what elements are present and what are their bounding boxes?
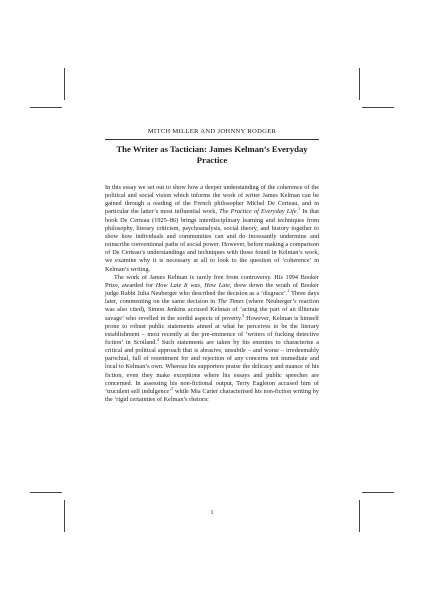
crop-mark-bottom-right-h [362,492,394,493]
text-run: In this essay we set out to show how a deeper understanding of the coherence of the political and social vision which informs the work of writer James Kelman can be gained through a reading of the French philosopher Michel De Certeau, and in particular the latter’s most influential work, [105,184,319,216]
text-run: while Mia Carter characterised his non-fiction writing by the ‘rigid certainties of Kelman’s rhetoric [105,387,319,404]
text-run: (where Neuberger’s reaction was also cited), Simon Jenkins accused Kelman of ‘acting the part of an illiterate savage’ who revelled in the sordid aspects of poverty. [105,298,320,322]
body-paragraph-2 [105,274,319,405]
footnote-ref-3[interactable]: 3 [242,312,245,318]
article-page [105,128,319,404]
crop-mark-bottom-left-h [30,492,62,493]
page-number: 1 [210,510,214,516]
footnote-ref-1[interactable]: 1 [298,206,301,212]
text-run: . [296,208,299,216]
book-title-how-late: How Late It was, How Late [155,281,230,289]
footnote-ref-4[interactable]: 4 [156,336,159,342]
article-body [105,184,319,404]
text-run: Such statements are taken by his enemies to characterise a critical and political approach that is abrasive, unsubtle – and worse – irredeemably parochial, full of resentment for and rejection of any concerns not immediate and local to Kelman’s own. Whereas his supporters praise the delicacy and nuance of his fiction, even they make exceptions where his essays and public speeches are concerned. In assessing his non-fictional output, Terry Eagleton accused him of ‘truculent self indulgence’ [105,338,319,395]
crop-mark-top-left-h [30,107,62,108]
text-run: In that book De Certeau (1925–86) brings interdisciplinary learning and techniques from philosophy, literary criticism, psychoanalysis, social theory, and history together to show how individuals and communities can and do incessantly undermine and reinscribe conventional paths of social power. However, before making a comparison of De Certeau’s understandings and techniques with those found in Kelman’s work, we examine why it is necessary at all to look to the question of ‘coherence’ in Kelman’s writing. [105,208,319,273]
book-title-practice-of-everyday-life: The Practice of Everyday Life [219,208,297,216]
footnote-ref-5[interactable]: 5 [171,385,174,391]
text-run: However, Kelman is himself prone to robust public statements aimed at what he perceives to be the literary establishment – most recently at the pre-eminence of ‘writers of fucking detective fiction’ in Scotland. [105,314,320,346]
crop-mark-top-right [359,68,360,100]
header-rule [105,139,319,140]
text-run: Three days later, commenting on the same decision in [105,290,319,306]
article-authors: MITCH MILLER AND JOHNNY RODGER [147,128,277,135]
footnote-ref-2[interactable]: 2 [287,287,290,293]
crop-mark-bottom-left [64,500,65,532]
text-run: , drew down the wrath of Booker judge Rabbi Julia Neuberger who described the decision as a ‘disgrace’. [105,281,320,298]
article-title: The Writer as Tactician: James Kelman’s Everyday Practice [116,144,308,165]
crop-mark-top-right-h [362,107,394,108]
text-run: The work of James Kelman is rarely free from controversy. His 1994 Booker Prize, awarded for [105,273,319,289]
body-paragraph-1 [105,184,319,274]
crop-mark-bottom-right [359,500,360,532]
crop-mark-top-left [64,68,65,100]
newspaper-title-the-times: The Times [217,298,244,306]
